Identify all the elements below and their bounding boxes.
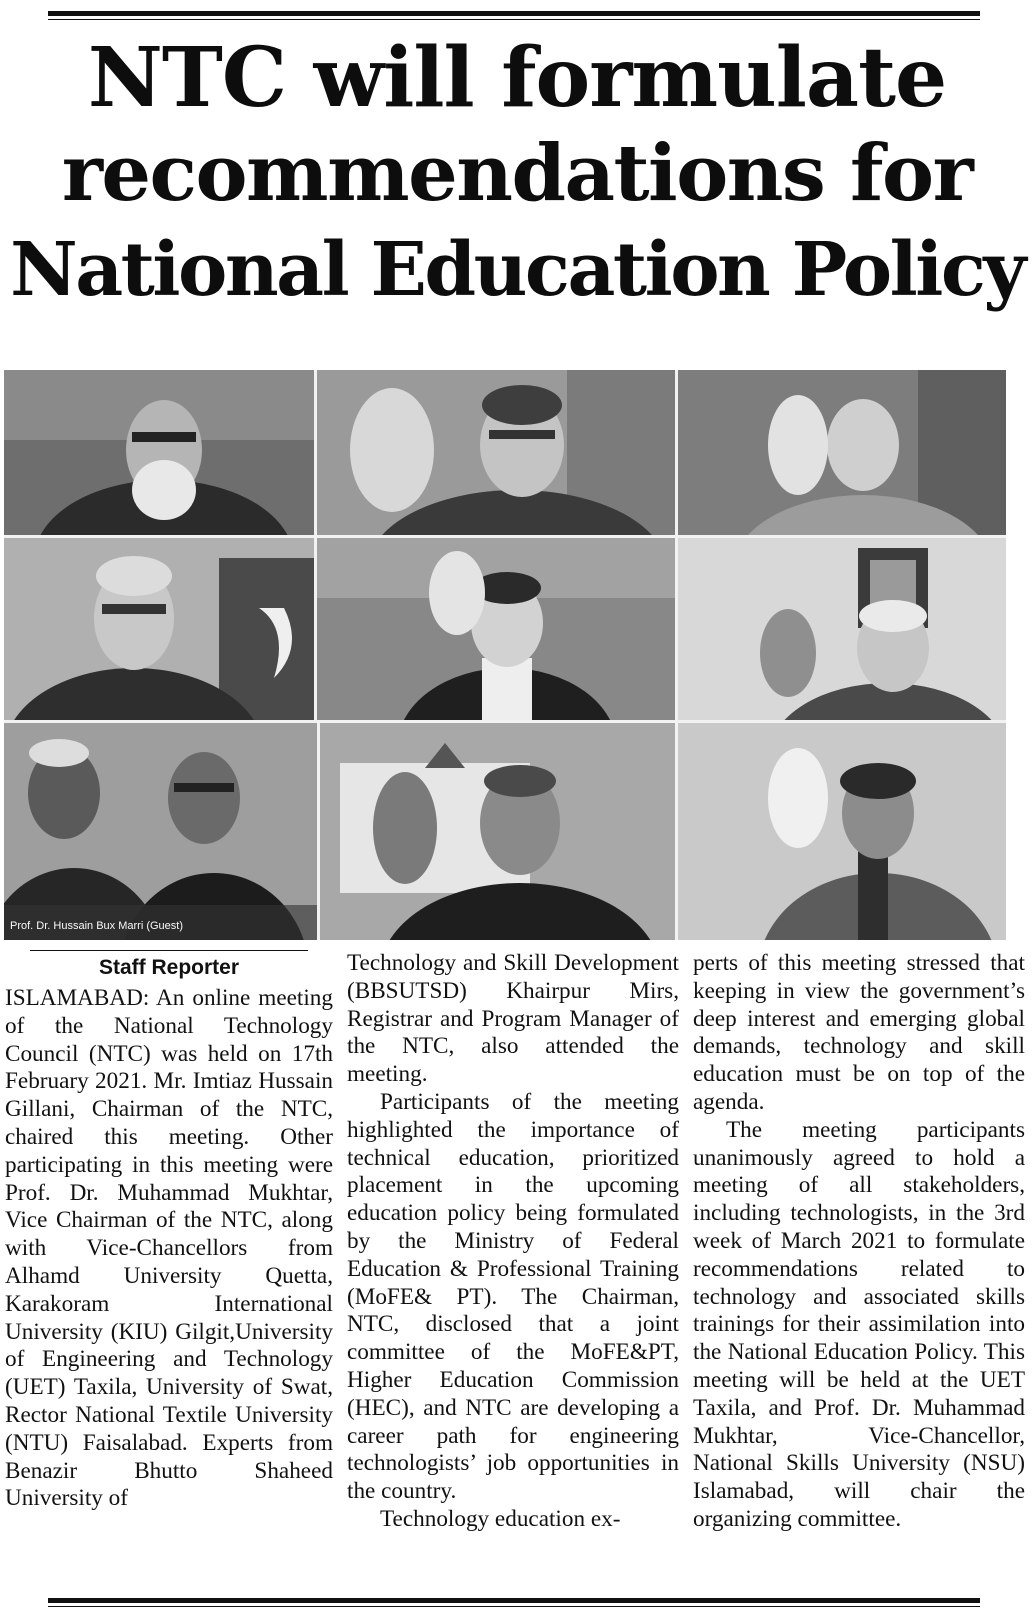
headline-line-1: NTC will formulate bbox=[87, 30, 947, 126]
article-column-2 bbox=[347, 950, 679, 1534]
paragraph-4-end: perts of this meeting stressed that keeping in view the government’s deep interest and emerging global demands, technology and skill education must be on top of the agenda. bbox=[693, 950, 1025, 1115]
top-double-rule bbox=[48, 11, 980, 20]
participant-tile-3 bbox=[678, 370, 1006, 535]
participant-tile-6 bbox=[678, 538, 1006, 720]
paragraph-3: Participants of the meeting highlighted the importance of technical education, prioritized placement in the upcoming education policy being formulated by the Ministry of Federal Education & Professional Training (MoFE& PT). The Chairman, NTC, disclosed that a joint committee of the MoFE&PT, Higher Education Commission (HEC), and NTC are developing a career path for engineering technologists’ job opportunities in the country. bbox=[347, 1088, 679, 1505]
article-column-1 bbox=[5, 950, 333, 1513]
headline bbox=[0, 30, 1034, 318]
bottom-double-rule bbox=[48, 1598, 980, 1607]
byline-rule bbox=[30, 950, 308, 951]
paragraph-1: ISLAMABAD: An online meeting of the National Technology Council (NTC) was held on 17th February 2021. Mr. Imtiaz Hussain Gillani, Chairman of the NTC, chaired this meeting. Other participating in this meeting were Prof. Dr. Muhammad Mukhtar, Vice Chairman of the NTC, along with Vice-Chancellors from Alhamd University Quetta, Karakoram International University (KIU) Gilgit,University of Engineering and Technology (UET) Taxila, University of Swat, Rector National Textile University (NTU) Faisalabad. Experts from Benazir Bhutto Shaheed University of bbox=[5, 985, 333, 1512]
headline-line-3: National Education Policy bbox=[10, 227, 1024, 313]
participant-tile-7 bbox=[4, 723, 317, 940]
byline: Staff Reporter bbox=[98, 956, 240, 979]
paragraph-2: Technology and Skill Development (BBSUTSD) Khairpur Mirs, Registrar and Program Manager of the NTC, also attended the meeting. bbox=[347, 950, 679, 1088]
participant-tile-8 bbox=[320, 723, 675, 940]
paragraph-4-start: Technology education ex- bbox=[380, 1505, 621, 1532]
video-call-photo bbox=[4, 370, 1006, 940]
article-column-3 bbox=[693, 950, 1025, 1534]
participant-tile-1 bbox=[4, 370, 314, 535]
headline-line-2: recommendations for bbox=[61, 128, 973, 219]
participant-tile-5 bbox=[317, 538, 675, 720]
article-body bbox=[0, 950, 1034, 1590]
participant-tile-9 bbox=[678, 723, 1006, 940]
participant-tile-2 bbox=[317, 370, 675, 535]
participant-name-overlay: Prof. Dr. Hussain Bux Marri (Guest) bbox=[10, 920, 183, 932]
paragraph-5: The meeting participants unanimously agreed to hold a meeting of all stakeholders, including technologists, in the 3rd week of March 2021 to formulate recommendations related to technology and associated skills trainings for their assimilation into the National Education Policy. This meeting will be held at the UET Taxila, and Prof. Dr. Muhammad Mukhtar, Vice-Chancellor, National Skills University (NSU) Islamabad, will chair the organizing committee. bbox=[693, 1116, 1025, 1532]
participant-tile-4 bbox=[4, 538, 314, 720]
